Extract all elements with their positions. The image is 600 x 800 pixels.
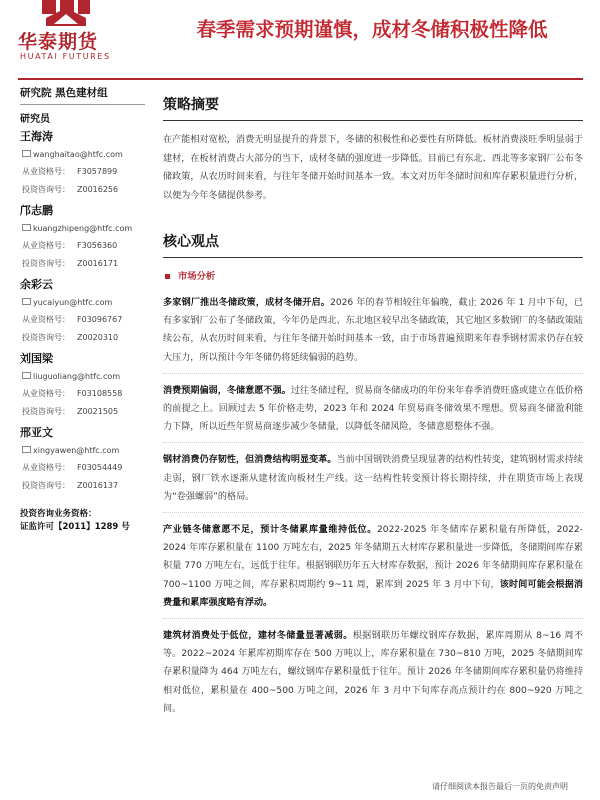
department-label: 研究院 黑色建材组	[20, 84, 145, 105]
core-views-heading: 核心观点	[163, 231, 583, 258]
report-header	[0, 0, 600, 80]
analysis-paragraphs	[163, 294, 583, 724]
consult-number: Z0016171	[77, 259, 119, 268]
consult-number: Z0016137	[77, 481, 119, 490]
subsection-label: 市场分析	[178, 271, 216, 282]
consult-label: 投资咨询号：	[22, 259, 70, 268]
consult-license	[20, 477, 145, 495]
researcher-name: 刘国梁	[20, 352, 53, 365]
researcher-card	[20, 424, 145, 496]
consult-license	[20, 403, 145, 421]
brand-name-cn: 华泰期货	[18, 31, 99, 53]
role-label: 研究员	[20, 114, 50, 125]
paragraph-lead: 多家钢厂推出冬储政策，成材冬储开启。	[163, 298, 331, 308]
paragraph-body: 2026 年的春节相较往年偏晚，截止 2026 年 1 月中下旬，已有多家钢厂公布了冬储政策，今年仍是西北、东北地区较早出冬储政策，其它地区多数钢厂的冬储政策陆续公布，从农历时间来看，与往年冬储开始时间基本一致，由于市场普遍预期来年春季钢材需求仍存在较大压力，所以预计今年冬储仍将延续偏弱的趋势。	[163, 298, 583, 363]
logo-mark-icon	[40, 0, 92, 26]
researcher-name: 邝志鹏	[20, 204, 53, 217]
researcher-name: 余彩云	[20, 278, 53, 291]
email-text[interactable]: wanghaitao@htfc.com	[33, 150, 123, 159]
consult-label: 投资咨询号：	[22, 185, 70, 194]
researcher-email[interactable]	[20, 442, 145, 459]
researcher-email[interactable]	[20, 146, 145, 163]
report-body	[163, 84, 583, 724]
email-text[interactable]: liuguoliang@htfc.com	[33, 372, 121, 381]
practice-number: F03096767	[77, 315, 123, 324]
license-line-2: 证监许可【2011】1289 号	[20, 522, 130, 532]
report-title: 春季需求预期谨慎，成材冬储积极性降低	[196, 18, 548, 41]
paragraph-lead: 建筑材消费处于低位，建材冬储量显著减弱。	[163, 631, 353, 642]
researcher-card	[20, 128, 145, 200]
email-text[interactable]: yucaiyun@htfc.com	[33, 298, 113, 307]
disclaimer-note: 请仔细阅读本报告最后一页的免责声明	[432, 782, 568, 791]
consult-number: Z0020310	[77, 333, 119, 342]
analysis-paragraph	[163, 382, 583, 444]
practice-label: 从业资格号：	[22, 389, 70, 398]
paragraph-body: 当前中国钢铁消费呈现显著的结构性转变，建筑钢材需求持续走弱，钢厂铁水逐渐从建材流向板材生产线。这一结构性转变预计将长期持续，并在期货市场上表现为“卷强螺弱”的格局。	[163, 455, 583, 502]
practice-label: 从业资格号：	[22, 463, 70, 472]
consult-label: 投资咨询号：	[22, 407, 70, 416]
consult-label: 投资咨询号：	[22, 481, 70, 490]
license-line-1: 投资咨询业务资格：	[20, 509, 97, 519]
analysis-paragraph	[163, 521, 583, 619]
brand-name-en: HUATAI FUTURES	[20, 52, 111, 61]
practice-number: F03054449	[77, 463, 123, 472]
header-divider	[18, 78, 583, 80]
analysis-paragraph	[163, 627, 583, 724]
practice-number: F3056360	[77, 241, 118, 250]
consult-license	[20, 255, 145, 273]
practice-license	[20, 311, 145, 329]
practice-license	[20, 163, 145, 181]
paragraph-lead: 产业链冬储意愿不足，预计冬储累库量维持低位。	[163, 525, 378, 536]
mail-icon	[22, 224, 31, 231]
market-analysis-heading	[163, 268, 583, 286]
email-text[interactable]: kuangzhipeng@htfc.com	[33, 224, 133, 233]
company-logo	[18, 0, 138, 80]
business-license	[20, 508, 145, 534]
consult-license	[20, 181, 145, 199]
researcher-name: 邢亚文	[20, 426, 53, 439]
analysis-paragraph	[163, 451, 583, 513]
practice-label: 从业资格号：	[22, 315, 70, 324]
practice-license	[20, 459, 145, 477]
consult-number: Z0021505	[77, 407, 119, 416]
consult-number: Z0016256	[77, 185, 119, 194]
mail-icon	[22, 372, 31, 379]
practice-license	[20, 237, 145, 255]
researcher-email[interactable]	[20, 368, 145, 385]
mail-icon	[22, 150, 31, 157]
summary-text: 在产能相对宽松，消费无明显提升的背景下，冬储的积极性和必要性有所降低。板材消费淡旺季明显弱于建材，在板材消费占大部分的当下，成材冬储的强度进一步降低。目前已有东北、西北等多家钢厂公布冬储政策，从农历时间来看，与往年冬储开始时间基本一致。本文对历年冬储时间和库存累积量进行分析，以便为今年冬储提供参考。	[163, 135, 583, 201]
practice-label: 从业资格号：	[22, 167, 70, 176]
bullet-square-icon	[165, 274, 170, 279]
researcher-card	[20, 350, 145, 422]
paragraph-body: 根据钢联历年螺纹钢库存数据，累库周期从 8~16 周不等。2022~2024 年累库初期库存在 500 万吨以上，库存累积量在 730~810 万吨，2025 冬储期间库存累积量降为 464 万吨左右，螺纹钢库存累积量低于往年。预计 2026 年冬储期间库存累积量仍将维持相对低位，累积量在 400~500 万吨之间，2026 年 3 月中下旬库存高点预计约在 800~920 万吨之间。	[163, 631, 583, 714]
paragraph-body: 2022-2025 年冬储库存累积量有所降低，2022-2024 年库存累积量在 1100 万吨左右，2025 年冬储期五大材库存累积量进一步降低，冬储期间库存累积量 770 万吨左右，远低于往年。根据钢联历年五大材库存数据，预计 2026 年冬储期间库存累积量在 700~1100 万吨之间，库存累积周期约 9~11 周，累库到 2025 年 3 月中下旬，	[163, 525, 583, 590]
researcher-email[interactable]	[20, 294, 145, 311]
practice-number: F03108558	[77, 389, 123, 398]
paragraph-lead: 钢材消费仍存韧性，但消费结构明显变革。	[163, 455, 337, 466]
paragraph-body: 过往冬储过程，贸易商冬储成功的年份来年春季消费旺盛或建立在低价格的前提之上。回顾过去 5 年价格走势，2023 年和 2024 年贸易商冬储效果不理想。贸易商冬储盈利能力下降，所以近些年贸易商逐步减少冬储量，以降低冬储风险，冬储意愿整体不强。	[163, 385, 583, 433]
researcher-name: 王海涛	[20, 130, 53, 143]
researcher-card	[20, 276, 145, 348]
researcher-card	[20, 202, 145, 274]
researcher-email[interactable]	[20, 220, 145, 237]
practice-label: 从业资格号：	[22, 241, 70, 250]
consult-label: 投资咨询号：	[22, 333, 70, 342]
consult-license	[20, 329, 145, 347]
practice-number: F3057899	[77, 167, 118, 176]
analysis-paragraph	[163, 294, 583, 374]
researcher-sidebar	[20, 84, 145, 534]
email-text[interactable]: xingyawen@htfc.com	[33, 446, 120, 455]
practice-license	[20, 385, 145, 403]
mail-icon	[22, 298, 31, 305]
paragraph-tail-bold: 该时间可能会根据消费量和累库强度略有浮动。	[163, 579, 583, 608]
mail-icon	[22, 446, 31, 453]
summary-heading: 策略摘要	[163, 94, 583, 121]
paragraph-lead: 消费预期偏弱，冬储意愿不强。	[163, 385, 291, 396]
